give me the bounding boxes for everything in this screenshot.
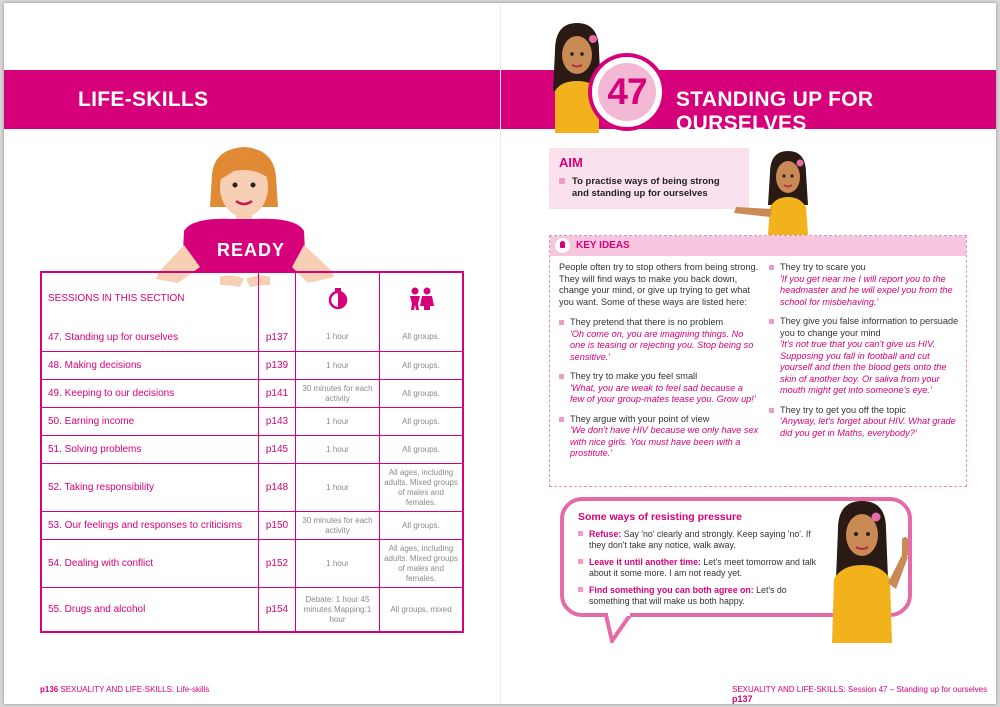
bubble-tail	[604, 609, 644, 643]
bullet-square-icon	[769, 319, 774, 324]
bullet-square-icon	[769, 408, 774, 413]
key-idea-text: They try to make you feel small	[570, 371, 698, 381]
table-row	[42, 379, 462, 407]
key-ideas-intro: People often try to stop others from being strong. They will find ways to make you back down, change your mind, or give up trying to get what you want. Some of these ways are listed here:	[559, 262, 759, 307]
left-page-title: LIFE-SKILLS	[78, 88, 209, 111]
key-ideas-right-column	[769, 262, 963, 447]
key-idea-quote: 'If you get near me I will report you to the headmaster and he will expel you from the school for misbehaving.'	[780, 273, 953, 307]
session-title: 48. Making decisions	[48, 360, 142, 371]
resisting-label: Find something you can both agree on:	[589, 585, 754, 595]
session-time: Debate: 1 hour 45 minutes Mapping:1 hour	[295, 588, 379, 631]
session-title: 47. Standing up for ourselves	[48, 331, 179, 343]
resisting-title: Some ways of resisting pressure	[578, 511, 742, 523]
session-groups: All ages, including adults. Mixed groups of males and females.	[379, 464, 462, 511]
bullet-square-icon	[559, 417, 564, 422]
session-title: 49. Keeping to our decisions	[48, 388, 175, 399]
stopwatch-icon	[295, 273, 379, 323]
session-title: 51. Solving problems	[48, 444, 142, 455]
bullet-square-icon	[559, 178, 565, 184]
lightbulb-icon	[555, 238, 570, 253]
resisting-item	[578, 529, 818, 551]
session-groups: All groups.	[379, 380, 462, 407]
table-row	[42, 323, 462, 351]
key-idea-item	[559, 317, 759, 363]
table-row	[42, 511, 462, 539]
key-idea-item	[559, 371, 759, 406]
session-time: 1 hour	[295, 323, 379, 351]
session-groups: All groups.	[379, 352, 462, 379]
session-time: 1 hour	[295, 352, 379, 379]
resisting-item	[578, 585, 818, 607]
session-time: 30 minutes for each activity	[295, 512, 379, 539]
key-ideas-header	[550, 236, 966, 256]
resisting-text: Say 'no' clearly and strongly. Keep saying 'no'. If they don't take any notice, walk away.	[589, 529, 811, 550]
session-time: 1 hour	[295, 540, 379, 587]
key-ideas-left-column	[559, 262, 759, 468]
shirt-text: READY	[217, 240, 286, 260]
session-groups: All groups.	[379, 436, 462, 463]
key-ideas-box	[549, 235, 967, 487]
session-time: 1 hour	[295, 464, 379, 511]
key-idea-quote: 'Anyway, let's forget about HIV. What grade did you get in Maths, everybody?'	[780, 416, 956, 438]
session-time: 1 hour	[295, 436, 379, 463]
resisting-text: Let's do something that will make us both happy.	[589, 585, 787, 606]
key-idea-quote: 'What, you are weak to feel sad because a few of your group-mates tease you. Grow up!'	[570, 382, 756, 404]
bullet-square-icon	[578, 531, 583, 536]
aim-box	[549, 148, 749, 209]
session-title: 54. Dealing with conflict	[48, 558, 154, 569]
key-idea-quote: 'It's not true that you can't give us HIV. Supposing you fall in football and cut yourself and then the blood gets onto the skin of another boy. Or saliva from your mouth might get into someone's eye.'	[780, 339, 947, 395]
key-idea-item	[769, 316, 963, 397]
table-header-row	[42, 273, 462, 323]
session-page: p137	[258, 323, 295, 351]
resisting-item	[578, 557, 818, 579]
session-time: 30 minutes for each activity	[295, 380, 379, 407]
session-groups: All groups.	[379, 408, 462, 435]
table-row	[42, 539, 462, 587]
session-page: p154	[258, 588, 295, 631]
resisting-list	[578, 529, 818, 613]
session-number: 47	[598, 63, 656, 121]
session-page: p148	[258, 464, 295, 511]
session-title: 53. Our feelings and responses to criticisms	[48, 520, 242, 531]
key-idea-text: They give you false information to persuade you to change your mind	[780, 316, 959, 338]
key-ideas-label: KEY IDEAS	[576, 240, 630, 251]
people-icon	[379, 273, 462, 323]
session-page: p143	[258, 408, 295, 435]
girl-pointing-illustration	[728, 151, 818, 235]
bullet-square-icon	[578, 587, 583, 592]
session-time: 1 hour	[295, 408, 379, 435]
table-row	[42, 351, 462, 379]
bullet-square-icon	[769, 265, 774, 270]
session-groups: All groups.	[379, 323, 462, 351]
right-page-title: STANDING UP FOR OURSELVES	[676, 88, 874, 135]
table-row	[42, 435, 462, 463]
sessions-table	[40, 271, 464, 633]
session-number-badge	[588, 53, 666, 131]
session-groups: All ages, including adults. Mixed groups of males and females.	[379, 540, 462, 587]
resisting-text: Let's meet tomorrow and talk about it some more. I am not ready yet.	[589, 557, 817, 578]
resisting-label: Leave it until another time:	[589, 557, 701, 567]
session-title: 55. Drugs and alcohol	[48, 604, 146, 615]
key-idea-quote: 'Oh come on, you are imagining things. No one is teasing or rejecting you. Stop being so sensitive.'	[570, 328, 754, 362]
key-idea-item	[559, 414, 759, 460]
table-row	[42, 587, 462, 631]
session-page: p145	[258, 436, 295, 463]
session-page: p150	[258, 512, 295, 539]
right-footer: SEXUALITY AND LIFE-SKILLS: Session 47 – Standing up for ourselves p137	[732, 685, 988, 704]
girl-thinking-illustration	[822, 497, 918, 643]
key-idea-quote: 'We don't have HIV because we only have sex with nice girls. You must have been with a prostitute.'	[570, 425, 759, 458]
key-idea-text: They try to scare you	[780, 262, 866, 272]
bullet-square-icon	[559, 374, 564, 379]
session-groups: All groups.	[379, 512, 462, 539]
table-row	[42, 463, 462, 511]
bullet-square-icon	[559, 320, 564, 325]
key-idea-item	[769, 262, 963, 308]
session-groups: All groups, mixed	[379, 588, 462, 631]
bullet-square-icon	[578, 559, 583, 564]
header-sessions: SESSIONS IN THIS SECTION	[48, 292, 185, 304]
aim-label: AIM	[559, 155, 583, 170]
session-page: p141	[258, 380, 295, 407]
session-page: p139	[258, 352, 295, 379]
session-title: 50. Earning income	[48, 416, 135, 427]
aim-text-item: To practise ways of being strong and standing up for ourselves	[559, 176, 739, 200]
session-title: 52. Taking responsibility	[48, 482, 154, 493]
book-spread	[4, 3, 996, 704]
session-page: p152	[258, 540, 295, 587]
key-idea-text: They pretend that there is no problem	[570, 317, 724, 327]
resisting-label: Refuse:	[589, 529, 622, 539]
table-row	[42, 407, 462, 435]
key-idea-text: They try to get you off the topic	[780, 404, 906, 415]
key-idea-item	[769, 405, 963, 440]
left-footer: p136 SEXUALITY AND LIFE-SKILLS: Life-skills	[40, 685, 210, 694]
key-idea-text: They argue with your point of view	[570, 413, 710, 424]
left-title-band	[4, 70, 500, 129]
